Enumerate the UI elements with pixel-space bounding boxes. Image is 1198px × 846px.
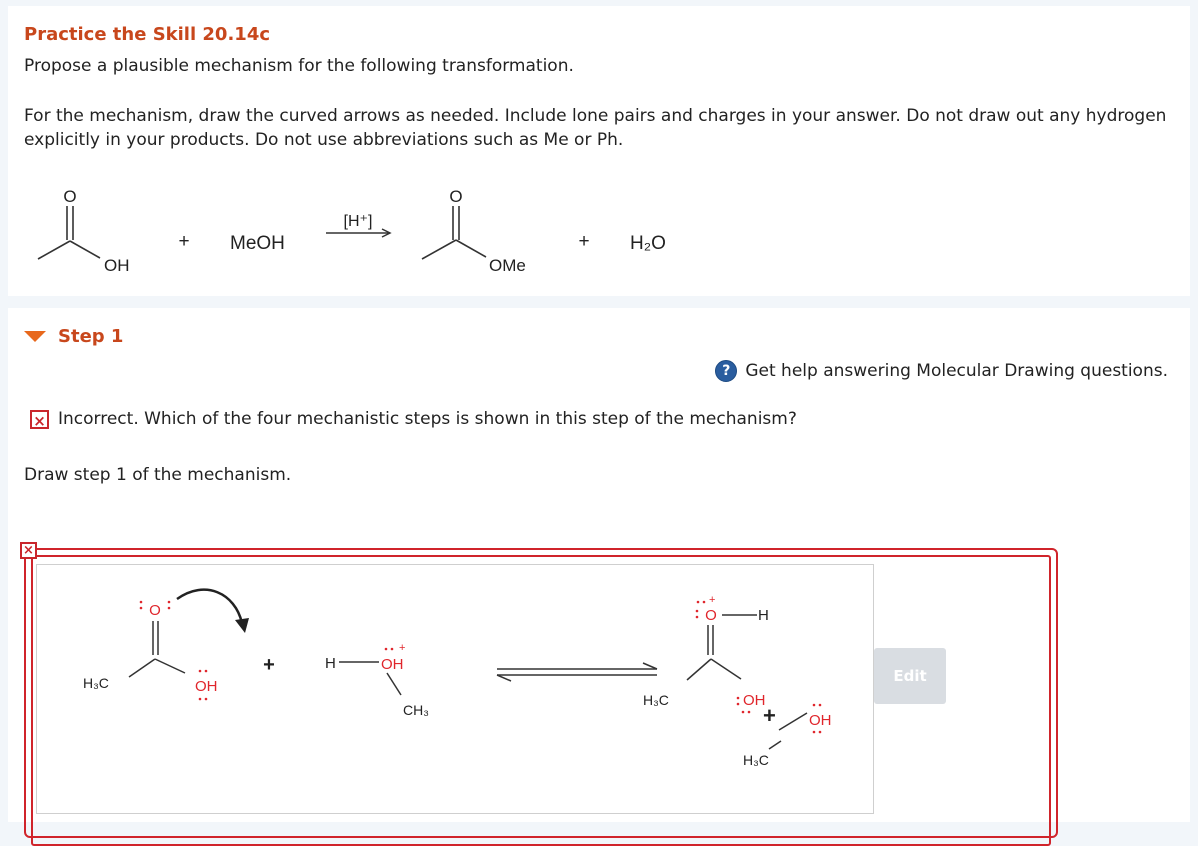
methanol-h: H	[325, 655, 336, 672]
methanol-oh: OH	[381, 656, 404, 673]
svg-text:+: +	[709, 594, 716, 606]
right-h3c: H₃C	[643, 692, 669, 708]
left-molecule	[129, 621, 185, 677]
step-1-toggle[interactable]	[24, 326, 123, 347]
feedback-message	[30, 409, 797, 429]
right-plus-charge: +	[763, 703, 776, 728]
catalyst-label: [H⁺]	[343, 213, 373, 230]
reactant-acetic-acid	[38, 206, 100, 259]
help-link-text[interactable]: Get help answering Molecular Drawing questions.	[745, 361, 1168, 381]
product-carbonyl-o: O	[449, 187, 463, 206]
equilibrium-arrows	[497, 663, 657, 681]
reaction-scheme	[8, 176, 728, 291]
question-prompt: Propose a plausible mechanism for the following transformation.	[24, 56, 574, 76]
draw-prompt: Draw step 1 of the mechanism.	[24, 465, 292, 485]
right-h: H	[758, 607, 769, 624]
drawing-plus: +	[263, 654, 275, 676]
plus-sign-1: +	[178, 231, 190, 252]
left-carbonyl-o: O	[149, 602, 161, 619]
skill-title: Practice the Skill 20.14c	[24, 24, 271, 45]
left-oh: OH	[195, 678, 218, 695]
right-skeleton	[687, 659, 741, 680]
question-mark-icon: ?	[715, 360, 737, 382]
svg-text:+: +	[399, 642, 406, 654]
help-link[interactable]	[715, 360, 1168, 382]
product-methyl-acetate	[422, 206, 486, 259]
reactant-oh: OH	[104, 256, 130, 275]
right-o: O	[705, 607, 717, 624]
curved-arrow-head	[235, 618, 249, 633]
step-label: Step 1	[58, 326, 124, 347]
methanol-ch3: CH₃	[403, 702, 429, 718]
feedback-text: Incorrect. Which of the four mechanistic steps is shown in this step of the mechanism?	[58, 409, 797, 429]
product-ome: OMe	[489, 256, 526, 275]
molecule-drawing-canvas[interactable]	[36, 564, 874, 814]
right-oh-2: OH	[809, 712, 832, 729]
methanol-c-bond	[387, 673, 401, 695]
reaction-arrow	[326, 229, 390, 237]
reagent-meoh: MeOH	[230, 233, 285, 254]
plus-sign-2: +	[578, 231, 590, 252]
right-oh: OH	[743, 692, 766, 709]
edit-button[interactable]: Edit	[874, 648, 946, 704]
methanol-lone-pair	[385, 642, 406, 654]
right-h3c-2: H₃C	[743, 752, 769, 768]
curved-arrow	[177, 590, 242, 623]
answer-incorrect-x-icon: ×	[20, 542, 37, 559]
incorrect-x-icon: ×	[30, 410, 49, 429]
question-panel	[8, 6, 1190, 296]
triangle-down-icon	[24, 331, 46, 342]
product-water: H₂O	[630, 233, 666, 254]
mechanism-drawing	[37, 565, 873, 813]
reactant-carbonyl-o: O	[63, 187, 77, 206]
step-panel	[8, 308, 1190, 822]
left-h3c: H₃C	[83, 675, 109, 691]
question-instructions: For the mechanism, draw the curved arrows as needed. Include lone pairs and charges in your answer. Do not draw out any hydrogen explicitly in your products. Do not use abbreviations such as Me or Ph.	[24, 106, 1167, 150]
